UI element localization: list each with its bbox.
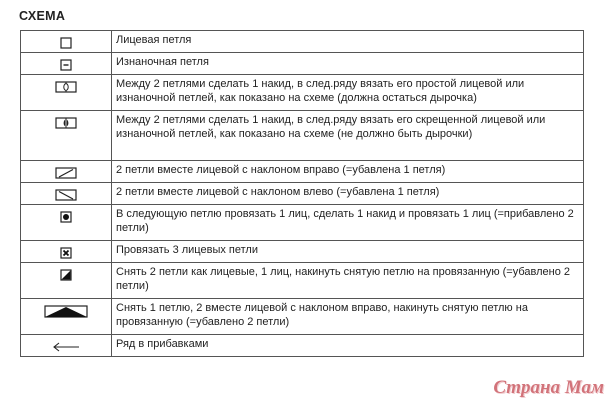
legend-text: 2 петли вместе лицевой с наклоном влево (=убавлена 1 петля) [112,183,584,205]
arrow-left-icon [25,341,106,353]
legend-text: Провязать 3 лицевых петли [112,241,584,263]
legend-text: 2 петли вместе лицевой с наклоном вправо (=убавлена 1 петля) [112,161,584,183]
legend-row [21,263,584,299]
legend-table [20,30,584,357]
increase-three-icon [25,211,106,223]
k2tog-left-icon [25,189,106,201]
double-decrease-wide-icon [25,305,106,318]
knit-stitch-icon [25,37,106,49]
legend-text: Между 2 петлями сделать 1 накид, в след.ряду вязать его скрещенной лицевой или изнаночной петлей, как показано на схеме (не должно быть дырочки) [112,111,584,161]
legend-text: В следующую петлю провязать 1 лиц, сделать 1 накид и провязать 1 лиц (=прибавлено 2 петли) [112,205,584,241]
page-title: СХЕМА [19,9,66,23]
legend-text: Изнаночная петля [112,53,584,75]
legend-row [21,31,584,53]
slip-two-decrease-icon [25,269,106,281]
k2tog-right-icon [25,167,106,179]
legend-row [21,241,584,263]
legend-row [21,161,584,183]
legend-row [21,205,584,241]
legend-row [21,111,584,161]
watermark-logo: Страна Мам [493,377,604,398]
legend-text: Снять 2 петли как лицевые, 1 лиц, накинуть снятую петлю на провязанную (=убавлено 2 петли) [112,263,584,299]
legend-text: Лицевая петля [112,31,584,53]
yarn-over-twisted-icon [25,117,106,129]
legend-text: Между 2 петлями сделать 1 накид, в след.ряду вязать его простой лицевой или изнаночной петлей, как показано на схеме (должна остаться дырочка) [112,75,584,111]
legend-row [21,335,584,357]
legend-row [21,75,584,111]
knit-three-icon [25,247,106,259]
legend-text: Снять 1 петлю, 2 вместе лицевой с наклоном вправо, накинуть снятую петлю на провязанную (=убавлено 2 петли) [112,299,584,335]
legend-row [21,53,584,75]
legend-row [21,299,584,335]
legend-row [21,183,584,205]
legend-text: Ряд в прибавками [112,335,584,357]
purl-stitch-icon [25,59,106,71]
yarn-over-eyelet-icon [25,81,106,93]
